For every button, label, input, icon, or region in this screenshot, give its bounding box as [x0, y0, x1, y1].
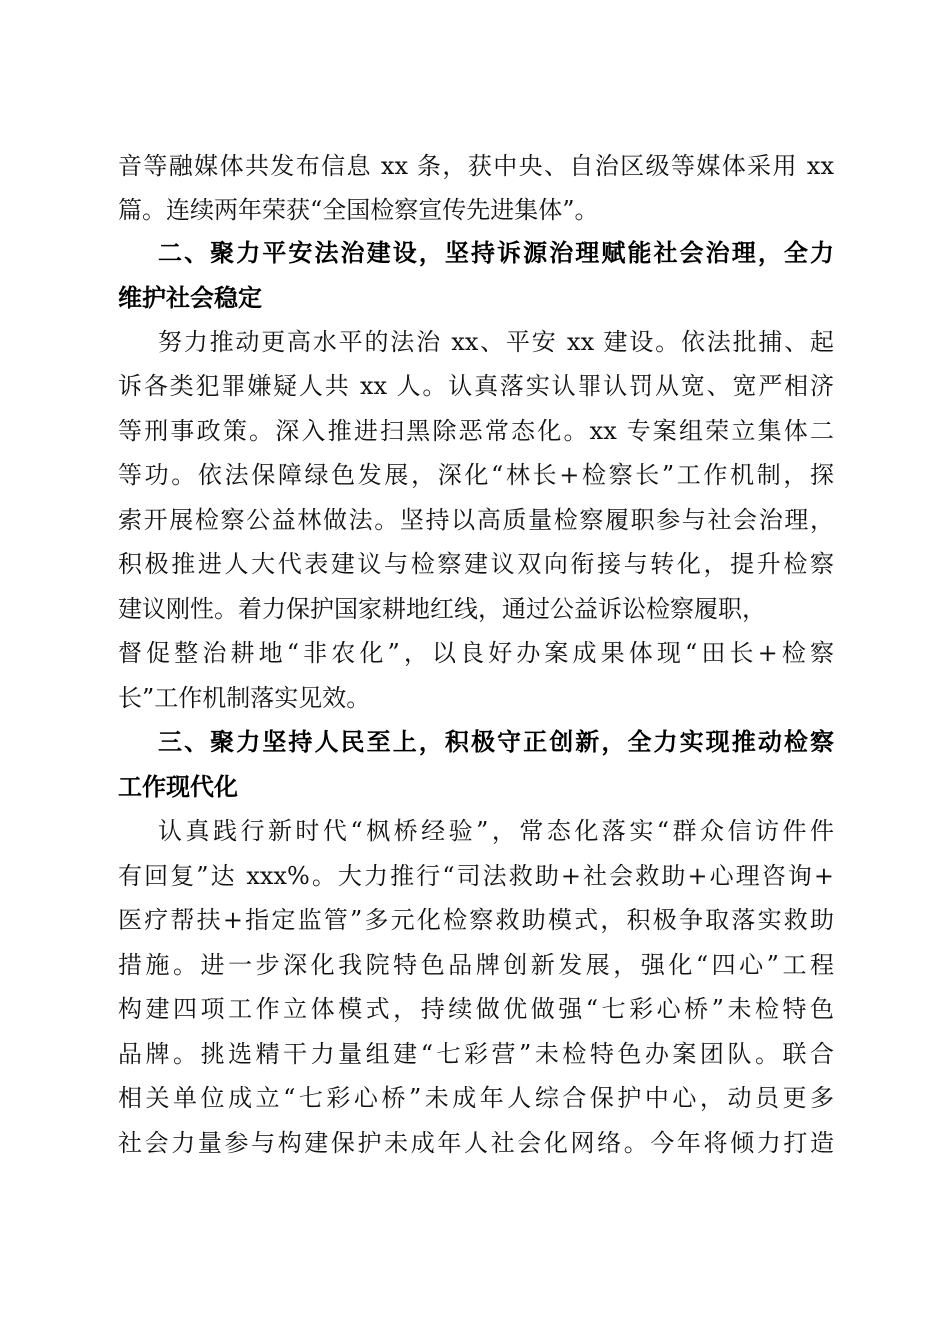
paragraph-line: 医疗帮扶+指定监管”多元化检察救助模式，积极争取落实救助	[118, 906, 834, 934]
paragraph-line: 构建四项工作立体模式，持续做优做强“七彩心桥”未检特色	[118, 995, 834, 1023]
paragraph-line: 社会力量参与构建保护未成年人社会化网络。今年将倾力打造	[118, 1129, 834, 1157]
paragraph-line: 品牌。挑选精干力量组建“七彩营”未检特色办案团队。联合	[118, 1040, 834, 1068]
paragraph-line: 等功。依法保障绿色发展，深化“林长+检察长”工作机制，探	[118, 461, 834, 489]
paragraph-line: 建议刚性。着力保护国家耕地红线，通过公益诉讼检察履职，	[118, 595, 766, 623]
paragraph-line: 长”工作机制落实见效。	[118, 684, 371, 712]
paragraph-line: 认真践行新时代“枫桥经验”，常态化落实“群众信访件件	[158, 817, 834, 845]
paragraph-line: 等刑事政策。深入推进扫黑除恶常态化。xx 专案组荣立集体二	[118, 417, 834, 445]
paragraph-line: 努力推动更高水平的法治 xx、平安 xx 建设。依法批捕、起	[158, 328, 834, 356]
section-heading: 工作现代化	[118, 773, 238, 801]
paragraph-line: 积极推进人大代表建议与检察建议双向衔接与转化，提升检察	[118, 550, 834, 578]
paragraph-line: 措施。进一步深化我院特色品牌创新发展，强化“四心”工程	[118, 951, 834, 979]
paragraph-line: 索开展检察公益林做法。坚持以高质量检察履职参与社会治理，	[118, 506, 834, 534]
paragraph-line: 诉各类犯罪嫌疑人共 xx 人。认真落实认罪认罚从宽、宽严相济	[118, 372, 834, 400]
section-heading: 二、聚力平安法治建设，坚持诉源治理赋能社会治理，全力	[158, 239, 834, 267]
paragraph-line: 有回复”达 xxx%。大力推行“司法救助+社会救助+心理咨询+	[118, 862, 834, 890]
section-heading: 三、聚力坚持人民至上，积极守正创新，全力实现推动检察	[158, 728, 834, 756]
paragraph-line: 相关单位成立“七彩心桥”未成年人综合保护中心，动员更多	[118, 1084, 834, 1112]
paragraph-line: 音等融媒体共发布信息 xx 条，获中央、自治区级等媒体采用 xx	[118, 152, 834, 180]
paragraph-line: 督促整治耕地“非农化”，以良好办案成果体现“田长+检察	[118, 639, 834, 667]
paragraph-line: 篇。连续两年荣获“全国检察宣传先进集体”。	[118, 196, 599, 224]
section-heading: 维护社会稳定	[118, 284, 262, 312]
